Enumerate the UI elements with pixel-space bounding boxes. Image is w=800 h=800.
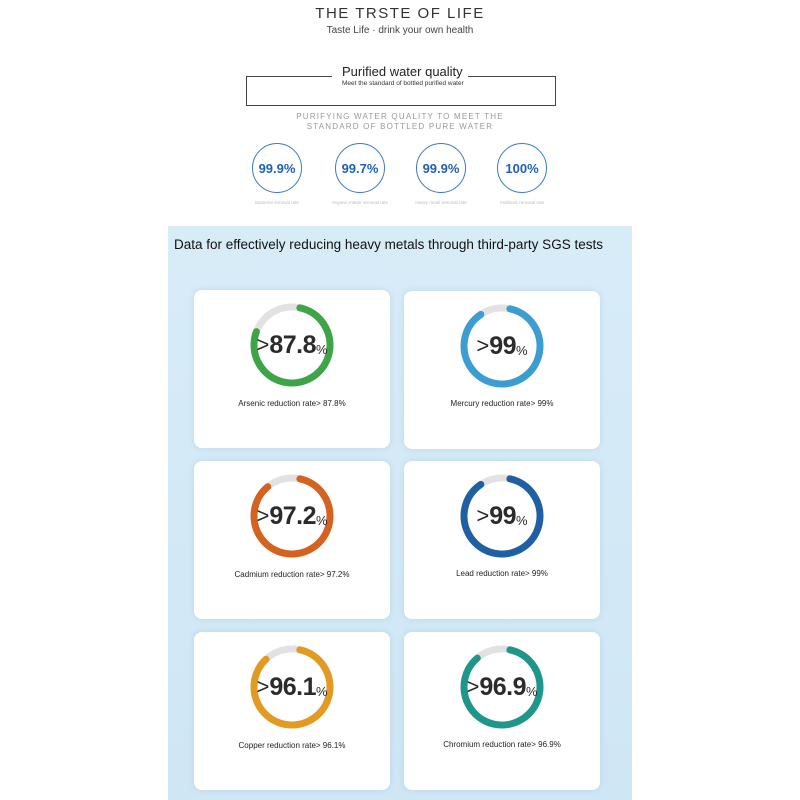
gauge-prefix: >	[466, 674, 480, 699]
stat-circle: 99.9%	[252, 143, 302, 193]
gauge-unit: %	[315, 683, 328, 699]
reduction-caption: Lead reduction rate> 99%	[456, 569, 548, 578]
reduction-caption: Chromium reduction rate> 96.9%	[443, 740, 561, 749]
quality-label	[332, 64, 468, 88]
stat-heavy-metal	[396, 143, 486, 205]
reduction-gauge	[247, 642, 337, 732]
gauge-unit: %	[315, 341, 328, 357]
removal-stats	[0, 143, 800, 213]
stat-caption: Antibiotic removal rate	[499, 200, 545, 205]
brand-subtitle: Taste Life · drink your own health	[326, 25, 474, 36]
gauge-value	[457, 301, 547, 391]
gauge-prefix: >	[476, 503, 490, 528]
sgs-heading: Data for effectively reducing heavy metals through third-party SGS tests	[174, 237, 603, 252]
metal-card-chromium	[404, 632, 600, 790]
reduction-caption: Mercury reduction rate> 99%	[450, 399, 554, 408]
gauge-number: 96.1	[269, 672, 316, 701]
gauge-unit: %	[525, 683, 538, 699]
stat-caption: Heavy metal removal rate	[415, 200, 467, 205]
metal-card-lead	[404, 461, 600, 619]
gauge-number: 99	[489, 501, 517, 530]
stat-circle: 100%	[497, 143, 547, 193]
gauge-prefix: >	[256, 503, 270, 528]
reduction-gauge	[247, 300, 337, 390]
stat-organic	[315, 143, 405, 205]
stat-antibiotic	[477, 143, 567, 205]
metal-card-cadmium	[194, 461, 390, 619]
gauge-value	[247, 642, 337, 732]
gauge-value	[247, 471, 337, 561]
gauge-prefix: >	[256, 674, 270, 699]
metal-card-arsenic	[194, 290, 390, 448]
purify-tagline: PURIFYING WATER QUALITY TO MEET THE STANDARD OF BOTTLED PURE WATER	[296, 112, 504, 131]
brand-title: THE TRSTE OF LIFE	[315, 5, 485, 22]
quality-description: Meet the standard of bottled purified water	[342, 80, 464, 87]
gauge-number: 87.8	[269, 330, 316, 359]
stat-caption: Bacterial removal rate	[255, 200, 299, 205]
metal-card-mercury	[404, 291, 600, 449]
reduction-gauge	[457, 471, 547, 561]
gauge-prefix: >	[256, 332, 270, 357]
reduction-caption: Copper reduction rate> 96.1%	[238, 741, 346, 750]
gauge-value	[457, 471, 547, 561]
stat-bacterial	[232, 143, 322, 205]
gauge-unit: %	[516, 512, 528, 528]
gauge-number: 96.9	[479, 672, 526, 701]
metal-card-copper	[194, 632, 390, 790]
reduction-caption: Cadmium reduction rate> 97.2%	[234, 570, 350, 579]
gauge-number: 99	[489, 331, 517, 360]
stat-caption: Organic matter removal rate	[331, 200, 389, 205]
gauge-value	[247, 300, 337, 390]
gauge-unit: %	[516, 342, 528, 358]
gauge-value	[457, 642, 547, 732]
reduction-caption: Arsenic reduction rate> 87.8%	[238, 399, 346, 408]
reduction-gauge	[457, 642, 547, 732]
gauge-prefix: >	[476, 333, 490, 358]
quality-heading: Purified water quality	[342, 64, 463, 79]
reduction-gauge	[457, 301, 547, 391]
reduction-gauge	[247, 471, 337, 561]
sgs-panel	[168, 226, 632, 800]
stat-circle: 99.9%	[416, 143, 466, 193]
gauge-number: 97.2	[269, 501, 316, 530]
gauge-unit: %	[315, 512, 328, 528]
stat-circle: 99.7%	[335, 143, 385, 193]
